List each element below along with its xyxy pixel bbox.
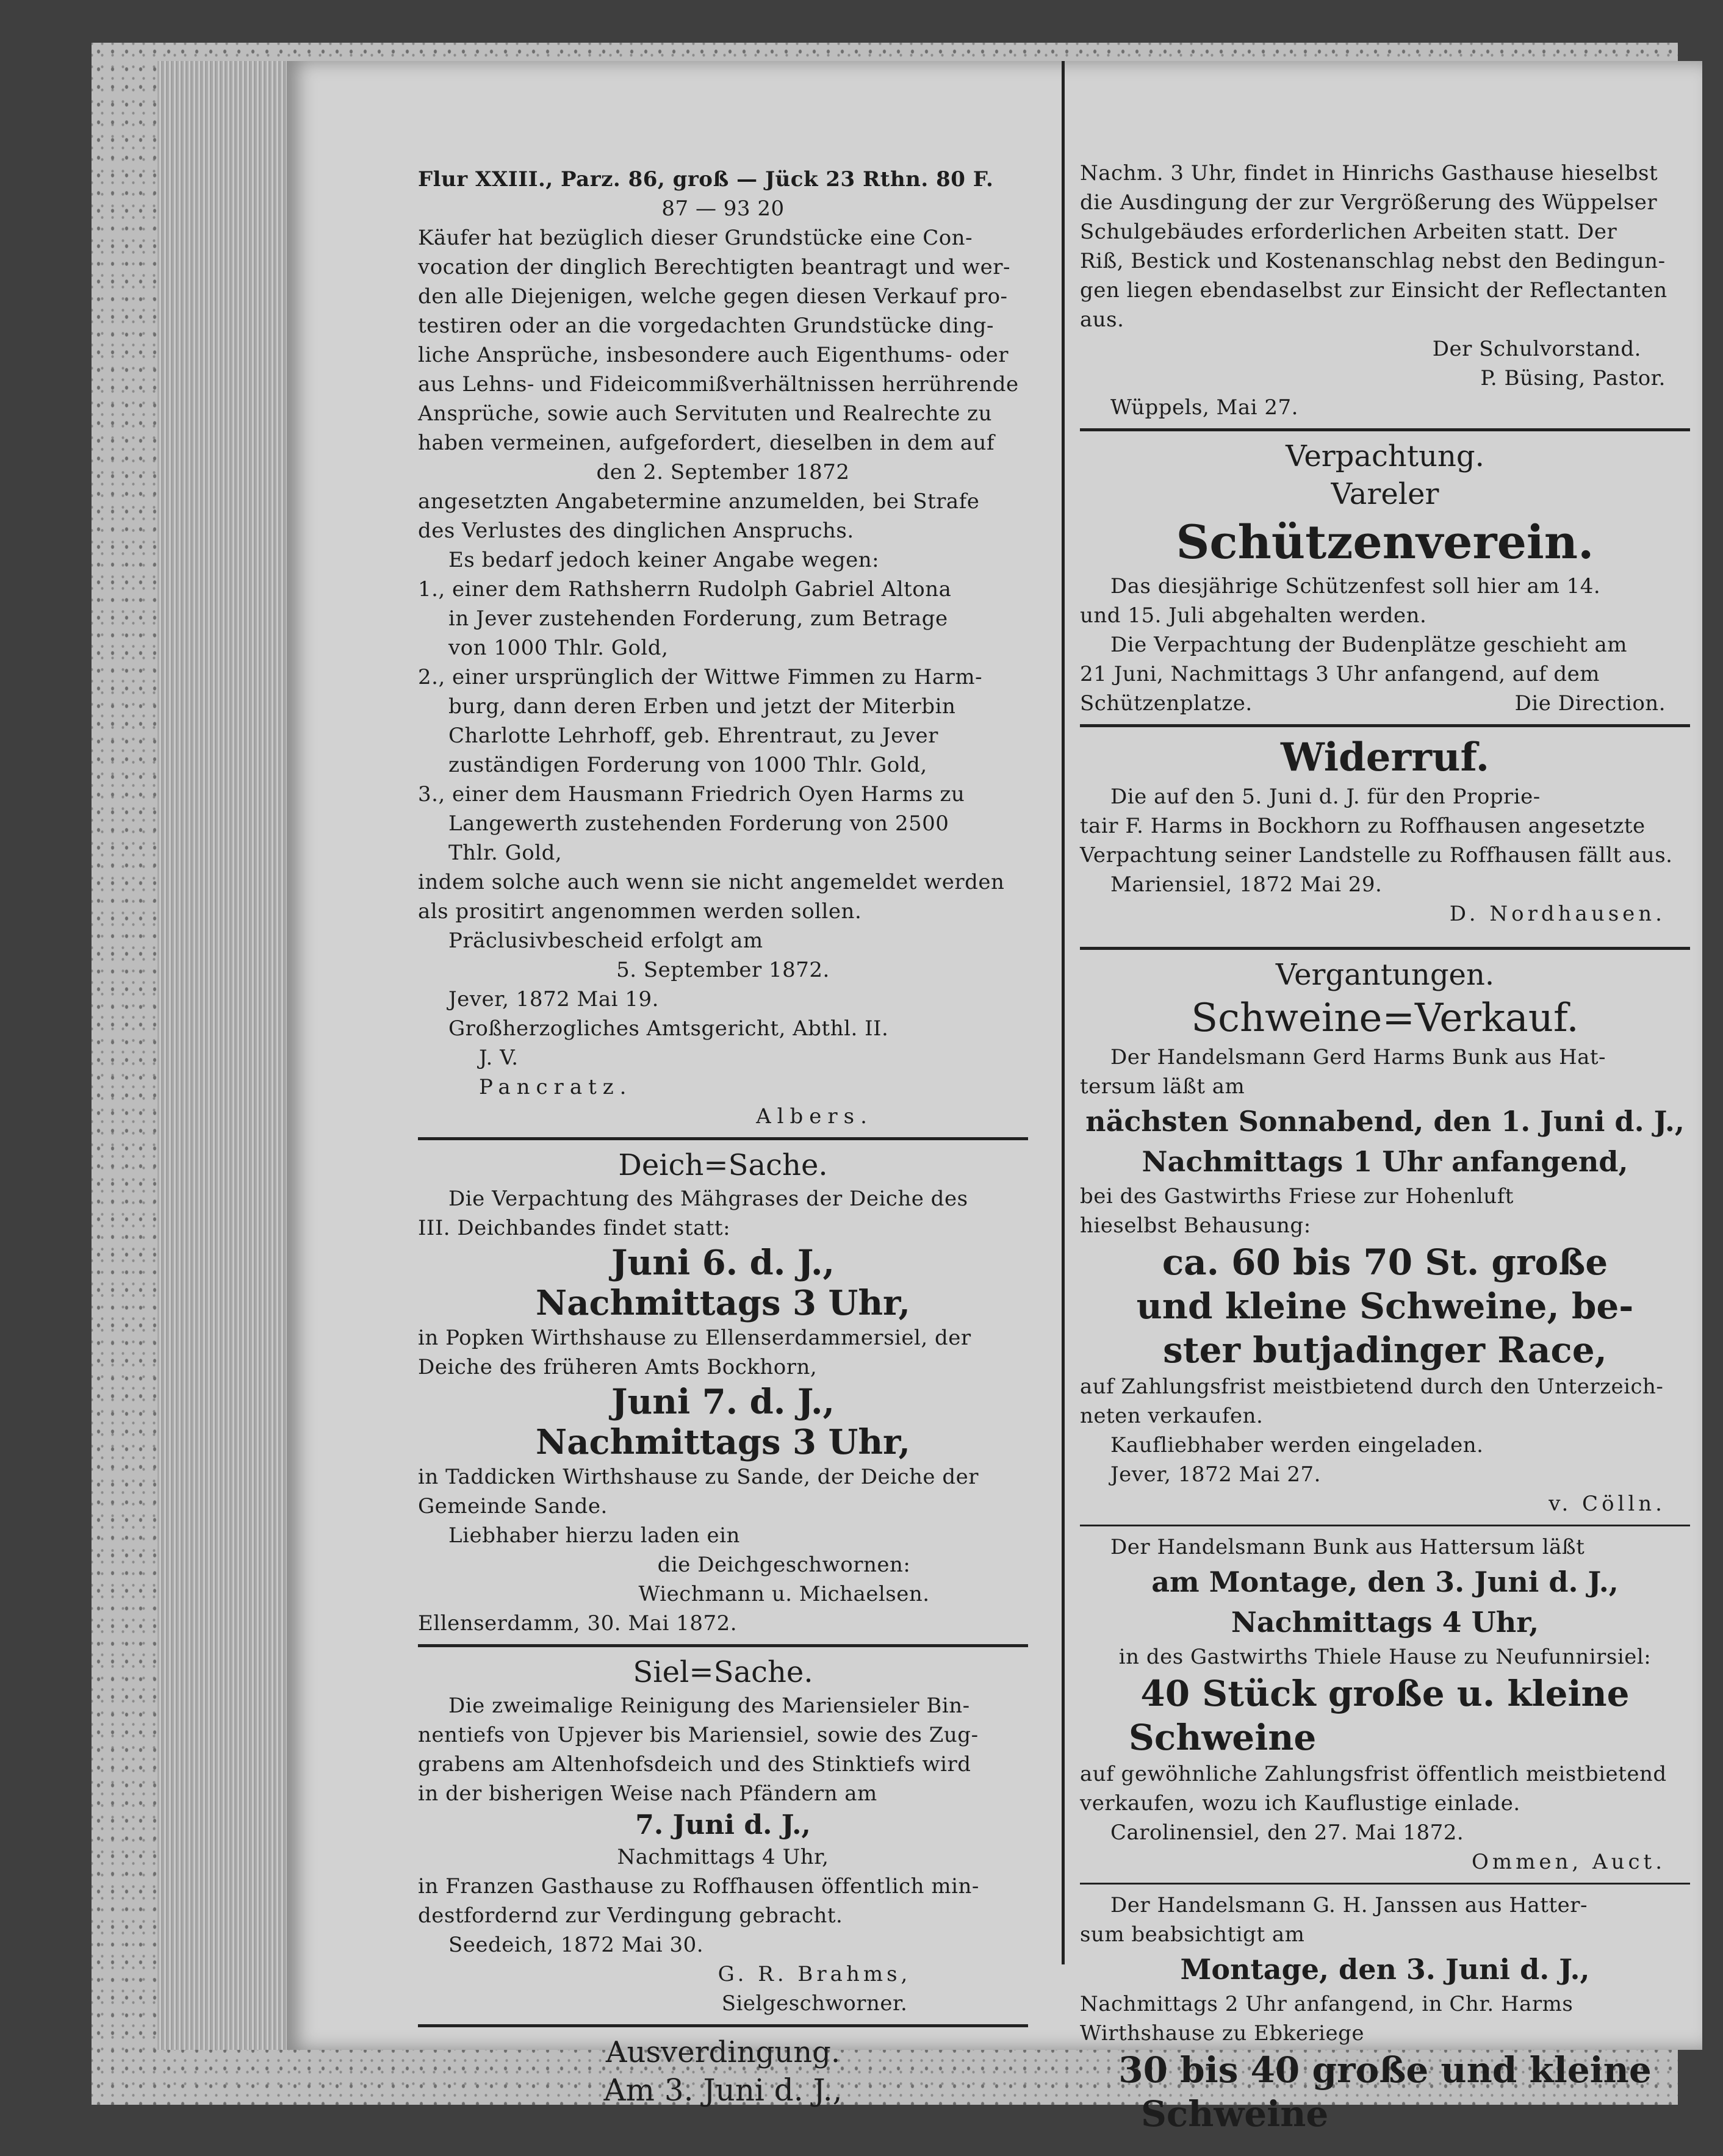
signature: D. Nordhausen.: [1449, 902, 1666, 926]
item-line: 3., einer dem Hausmann Friedrich Oyen Harms zu: [418, 782, 965, 807]
notice-text: in Taddicken Wirthshause zu Sande, der Deiche der: [418, 1465, 979, 1489]
notice-big: Schweine: [1141, 2093, 1329, 2135]
notice-title: Ausverdingung.: [605, 2035, 841, 2069]
signature: G. R. Brahms,: [718, 1962, 912, 1986]
item-line: Langewerth zustehenden Forderung von 2500: [448, 811, 949, 836]
notice-text: und 15. Juli abgehalten werden.: [1080, 603, 1427, 628]
item-line: in Jever zustehenden Forderung, zum Betrage: [448, 606, 948, 631]
notice-date: Juni 7. d. J.,: [611, 1382, 835, 1422]
notice-text: Das diesjährige Schützenfest soll hier am 14.: [1110, 574, 1601, 598]
notice-text: sum beabsichtigt am: [1080, 1922, 1305, 1947]
notice-text: Riß, Bestick und Kostenanschlag nebst den Bedingun-: [1080, 249, 1666, 273]
notice-date: Montage, den 3. Juni d. J.,: [1180, 1953, 1590, 1986]
notice-big: ster butjadinger Race,: [1163, 1329, 1607, 1371]
place-line: Wüppels, Mai 27.: [1110, 395, 1298, 420]
school-notice: [1080, 159, 1690, 422]
vergantungen-notice: [1080, 956, 1690, 1518]
signature: Pancratz.: [479, 1075, 633, 1099]
notice-text: in des Gastwirths Thiele Hause zu Neufunnirsiel:: [1118, 1645, 1652, 1669]
section-rule: [418, 2024, 1028, 2027]
notice-text: tersum läßt am: [1080, 1074, 1245, 1099]
praecl-line: Präclusivbescheid erfolgt am: [448, 929, 763, 953]
notice-text: Die Verpachtung des Mähgrases der Deiche des: [448, 1187, 968, 1211]
signature: v. Cölln.: [1549, 1492, 1666, 1516]
notice-text: bei des Gastwirths Friese zur Hohenluft: [1080, 1184, 1514, 1209]
signature: Ommen, Auct.: [1472, 1850, 1666, 1874]
item-line: von 1000 Thlr. Gold,: [448, 636, 669, 660]
notice-text: Die auf den 5. Juni d. J. für den Proprie-: [1110, 785, 1541, 809]
notice-date: 7. Juni d. J.,: [635, 1809, 811, 1841]
notice-text: tair F. Harms in Bockhorn zu Roffhausen angesetzte: [1080, 814, 1646, 838]
notice-text: auf Zahlungsfrist meistbietend durch den Unterzeich-: [1080, 1374, 1664, 1399]
notice-text: Die zweimalige Reinigung des Mariensieler Bin-: [448, 1694, 970, 1718]
notice-text: 21 Juni, Nachmittags 3 Uhr anfangend, auf dem: [1080, 662, 1600, 686]
place-line: Seedeich, 1872 Mai 30.: [448, 1933, 704, 1957]
notice-text: Der Handelsmann Gerd Harms Bunk aus Hat-: [1110, 1045, 1606, 1069]
item-line: Thlr. Gold,: [448, 841, 563, 865]
signature: Albers.: [756, 1104, 873, 1129]
notice-headline: Schweine=Verkauf.: [1191, 996, 1579, 1041]
signature: Der Schulvorstand.: [1432, 337, 1641, 361]
flur-line: Flur XXIII., Parz. 86, groß — Jück 23 Rthn. 80 F.: [418, 167, 994, 192]
section-rule: [1080, 1525, 1690, 1526]
item-line: Charlotte Lehrhoff, geb. Ehrentraut, zu Jever: [448, 724, 938, 748]
notice-text: die Deichgeschwornen:: [657, 1553, 911, 1577]
notice-big: 30 bis 40 große und kleine: [1118, 2049, 1652, 2091]
notice-text: Verpachtung seiner Landstelle zu Roffhausen fällt aus.: [1080, 843, 1673, 868]
notice-time: Nachmittags 4 Uhr,: [1231, 1606, 1539, 1639]
flur-line: Ansprüche, sowie auch Servituten und Realrechte zu: [418, 401, 992, 426]
column-divider: [1062, 61, 1065, 1964]
notice-text: gen liegen ebendaselbst zur Einsicht der Reflectanten: [1080, 278, 1667, 303]
flur-line: testiren oder an die vorgedachten Grundstücke ding-: [418, 314, 994, 338]
item-line: 2., einer ursprünglich der Wittwe Fimmen zu Harm-: [418, 665, 983, 689]
notice-time: Nachmittags 3 Uhr,: [536, 1283, 910, 1323]
place-line: Jever, 1872 Mai 19.: [448, 987, 659, 1012]
notice-big: 40 Stück große u. kleine: [1140, 1673, 1630, 1714]
notice-text: Liebhaber hierzu laden ein: [448, 1523, 740, 1548]
section-rule: [1080, 428, 1690, 431]
signature: Wiechmann u. Michaelsen.: [638, 1582, 930, 1606]
notice-date: Juni 6. d. J.,: [611, 1243, 835, 1283]
section-rule: [418, 1644, 1028, 1647]
notice-text: Gemeinde Sande.: [418, 1494, 608, 1518]
notice-text: hieselbst Behausung:: [1080, 1213, 1311, 1238]
notice-title: Vergantungen.: [1275, 958, 1495, 992]
place-line: Ellenserdamm, 30. Mai 1872.: [418, 1611, 738, 1636]
date-line: 5. September 1872.: [616, 958, 830, 982]
left-column: [418, 165, 1028, 2109]
notice-text: Nachm. 3 Uhr, findet in Hinrichs Gasthause hieselbst: [1080, 161, 1658, 185]
verpachtung-notice: [1080, 437, 1690, 718]
place-line: Mariensiel, 1872 Mai 29.: [1110, 872, 1383, 897]
notice-big: und kleine Schweine, be-: [1136, 1285, 1634, 1327]
notice-text: Nachmittags 2 Uhr anfangend, in Chr. Harms: [1080, 1992, 1574, 2016]
section-rule: [1080, 1883, 1690, 1885]
notice-text: Der Handelsmann Bunk aus Hattersum läßt: [1110, 1535, 1585, 1559]
notice-text: auf gewöhnliche Zahlungsfrist öffentlich meistbietend: [1080, 1762, 1667, 1786]
aus-notice: [418, 2033, 1028, 2109]
notice-text: in Popken Wirthshause zu Ellenserdammersiel, der: [418, 1326, 971, 1350]
item-line: 1., einer dem Rathsherrn Rudolph Gabriel Altona: [418, 577, 952, 602]
flur-line: vocation der dinglich Berechtigten beantragt und wer-: [418, 255, 1010, 279]
notice-text: destfordernd zur Verdingung gebracht.: [418, 1903, 843, 1928]
janssen-notice: [1080, 1891, 1690, 2136]
notice-text: die Ausdingung der zur Vergrößerung des Wüppelser: [1080, 190, 1658, 215]
signature: P. Büsing, Pastor.: [1480, 366, 1666, 390]
notice-headline: Schützenverein.: [1176, 515, 1594, 569]
notice-subtitle: Vareler: [1331, 477, 1439, 511]
notice-text: III. Deichbandes findet statt:: [418, 1216, 731, 1240]
notice-text: Schulgebäudes erforderlichen Arbeiten statt. Der: [1080, 220, 1617, 244]
notice-text: nentiefs von Upjever bis Mariensiel, sowie des Zug-: [418, 1723, 979, 1747]
flur-line: aus Lehns- und Fideicommißverhältnissen herrührende: [418, 372, 1019, 397]
notice-text: Schützenplatze.: [1080, 691, 1253, 716]
notice-text: Kaufliebhaber werden eingeladen.: [1110, 1433, 1484, 1457]
flur-line: 87 — 93 20: [661, 196, 785, 221]
notice-time: Nachmittags 1 Uhr anfangend,: [1142, 1145, 1628, 1178]
flur-line: angesetzten Angabetermine anzumelden, bei Strafe: [418, 489, 980, 514]
flur-block: [418, 165, 1028, 1131]
bedarf-line: Es bedarf jedoch keiner Angabe wegen:: [448, 548, 880, 572]
section-rule: [1080, 724, 1690, 727]
date-line: den 2. September 1872: [596, 460, 850, 484]
notice-text: grabens am Altenhofsdeich und des Stinktiefs wird: [418, 1752, 971, 1777]
place-line: Jever, 1872 Mai 27.: [1110, 1462, 1321, 1487]
section-rule: [1080, 947, 1690, 950]
flur-line: liche Ansprüche, insbesondere auch Eigenthums- oder: [418, 343, 1009, 367]
notice-time: Nachmittags 4 Uhr,: [617, 1845, 829, 1869]
notice-text: Die Verpachtung der Budenplätze geschieht am: [1110, 633, 1628, 657]
notice-title: Widerruf.: [1280, 735, 1490, 780]
notice-text: Wirthshause zu Ebkeriege: [1080, 2021, 1364, 2046]
notice-text: in Franzen Gasthause zu Roffhausen öffentlich min-: [418, 1874, 979, 1899]
notice-big: Schweine: [1129, 1717, 1317, 1758]
notice-date: Am 3. Juni d. J.,: [603, 2072, 843, 2108]
flur-line: den alle Diejenigen, welche gegen diesen Verkauf pro-: [418, 284, 1008, 309]
notice-text: verkaufen, wozu ich Kauflustige einlade.: [1080, 1791, 1520, 1816]
notice-time: Nachmittags 3 Uhr,: [536, 1422, 910, 1462]
section-rule: [418, 1137, 1028, 1140]
deich-notice: [418, 1146, 1028, 1638]
right-column: [1080, 159, 1690, 2136]
notice-date: am Montage, den 3. Juni d. J.,: [1151, 1565, 1619, 1598]
notice-big: ca. 60 bis 70 St. große: [1162, 1241, 1608, 1283]
flur-line: des Verlustes des dinglichen Anspruchs.: [418, 519, 854, 543]
notice-text: Deiche des früheren Amts Bockhorn,: [418, 1355, 818, 1379]
flur-line: haben vermeinen, aufgefordert, dieselben in dem auf: [418, 431, 995, 455]
notice-text: in der bisherigen Weise nach Pfändern am: [418, 1781, 877, 1806]
indem-line: indem solche auch wenn sie nicht angemeldet werden: [418, 870, 1005, 894]
notice-text: Der Handelsmann G. H. Janssen aus Hatter-: [1110, 1893, 1588, 1917]
widerruf-notice: [1080, 733, 1690, 929]
notice-title: Deich=Sache.: [618, 1148, 828, 1182]
siel-notice: [418, 1653, 1028, 2018]
indem-line: als prositirt angenommen werden sollen.: [418, 899, 862, 924]
signature: Die Direction.: [1514, 691, 1666, 716]
notice-date: nächsten Sonnabend, den 1. Juni d. J.,: [1085, 1105, 1685, 1138]
jv-line: J. V.: [479, 1046, 519, 1070]
bunk-notice: [1080, 1533, 1690, 1877]
notice-text: neten verkaufen.: [1080, 1404, 1264, 1428]
notice-title: Verpachtung.: [1286, 439, 1484, 473]
notice-title: Siel=Sache.: [633, 1655, 813, 1689]
item-line: burg, dann deren Erben und jetzt der Miterbin: [448, 694, 956, 719]
flur-line: Käufer hat bezüglich dieser Grundstücke eine Con-: [418, 226, 973, 250]
place-line: Carolinensiel, den 27. Mai 1872.: [1110, 1820, 1464, 1845]
newspaper-page: [287, 61, 1702, 2135]
signature: Sielgeschworner.: [721, 1991, 908, 2016]
court-line: Großherzogliches Amtsgericht, Abthl. II.: [448, 1016, 889, 1041]
item-line: zuständigen Forderung von 1000 Thlr. Gold,: [448, 753, 927, 777]
notice-text: aus.: [1080, 307, 1124, 332]
